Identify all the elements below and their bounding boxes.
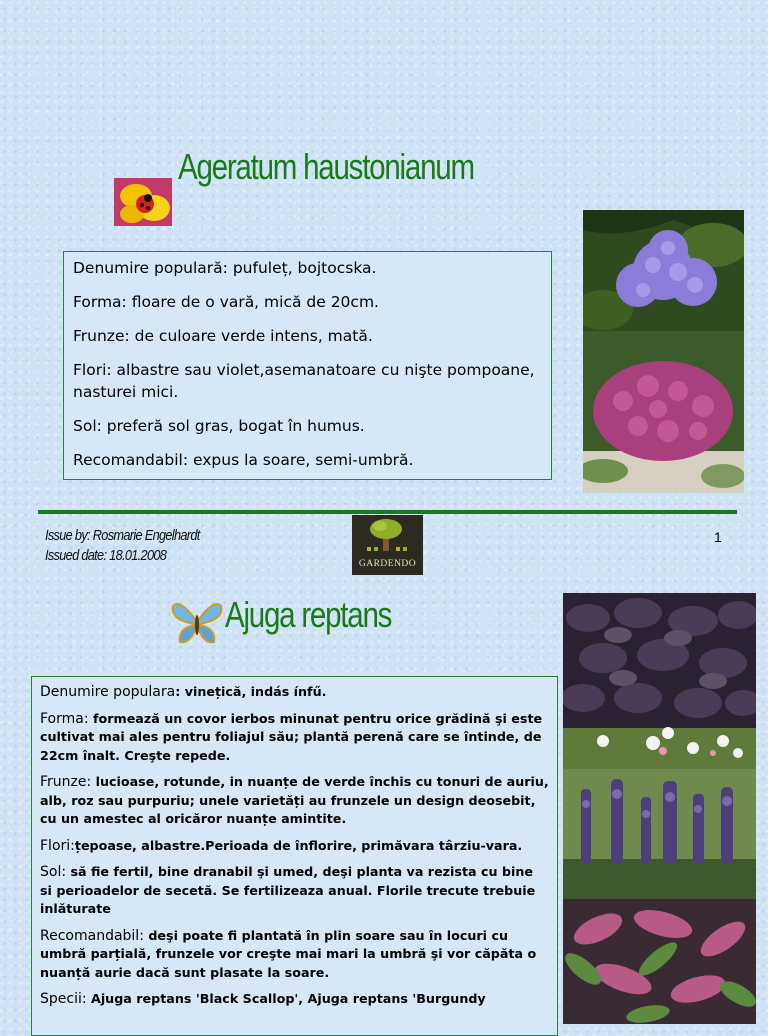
issued-by: Issue by: Rosmarie Engelhardt: [45, 527, 200, 544]
ladybug-flower-icon: [114, 178, 172, 226]
info-line-soil-2: Sol: să fie fertil, bine dranabil şi umed, deşi planta va rezista cu bine si perioadelor de secetă. Se fertilizeaza anual. Florile trecute trebuie inlăturate: [40, 864, 536, 916]
page-title-2: Ajuga reptans: [225, 594, 392, 635]
section-divider: [38, 510, 737, 514]
ajuga-photo-top: [563, 593, 756, 769]
info-line-leaves: Frunze: de culoare verde intens, mată.: [73, 327, 373, 345]
info-line-species-2: Specii: Ajuga reptans 'Black Scallop', Ajuga reptans 'Burgundy: [40, 991, 486, 1007]
info-line-flowers: Flori: albastre sau violet,asemanatoare cu nişte pompoane, nasturei mici.: [73, 361, 535, 401]
info-line-leaves-2: Frunze: lucioase, rotunde, in nuanțe de verde închis cu tonuri de auriu, alb, roz sau purpuriu; unele varietăți au frunzele un design deosebit, cu un amestec al oricăror nuanțe amintite.: [40, 774, 549, 826]
info-line-recommended-2: Recomandabil: deşi poate fi plantată în plin soare sau în locuri cu umbră parțială, frunzele vor creşte mai mari la umbră şi vor căpăta o nuanță aurie dacă sunt plasate la soare.: [40, 927, 537, 980]
ajuga-photo-bottom: [563, 899, 756, 1024]
butterfly-icon: [170, 600, 224, 646]
page-number: 1: [714, 529, 722, 545]
ajuga-photo-middle: [563, 769, 756, 899]
info-line-popular-name-2: Denumire populara: vinețică, indás ínfű.: [40, 684, 327, 700]
info-line-shape-2: Forma: formează un covor ierbos minunat pentru orice grădină şi este cultivat mai ales pentru foliajul său; plantă perenă care se întinde, de 22cm înalt. Creşte repede.: [40, 710, 543, 763]
issued-date: Issued date: 18.01.2008: [45, 547, 167, 564]
plant-info-box: [63, 251, 552, 480]
info-line-popular-name: Denumire populară: pufuleț, bojtocska.: [73, 259, 377, 277]
gardendo-logo: [352, 515, 423, 575]
info-line-soil: Sol: preferă sol gras, bogat în humus.: [73, 417, 365, 435]
ageratum-photo-top: [583, 210, 744, 331]
page-title: Ageratum haustonianum: [178, 146, 474, 187]
info-line-flowers-2: Flori:țepoase, albastre.Perioada de înflorire, primăvara târziu-vara.: [40, 837, 523, 854]
info-line-shape: Forma: floare de o vară, mică de 20cm.: [73, 293, 379, 311]
info-line-recommended: Recomandabil: expus la soare, semi-umbră.: [73, 451, 414, 469]
ageratum-photo-bottom: [583, 331, 744, 493]
plant-info-box-2: [31, 676, 558, 1036]
logo-text: GARDENDO: [358, 559, 417, 569]
